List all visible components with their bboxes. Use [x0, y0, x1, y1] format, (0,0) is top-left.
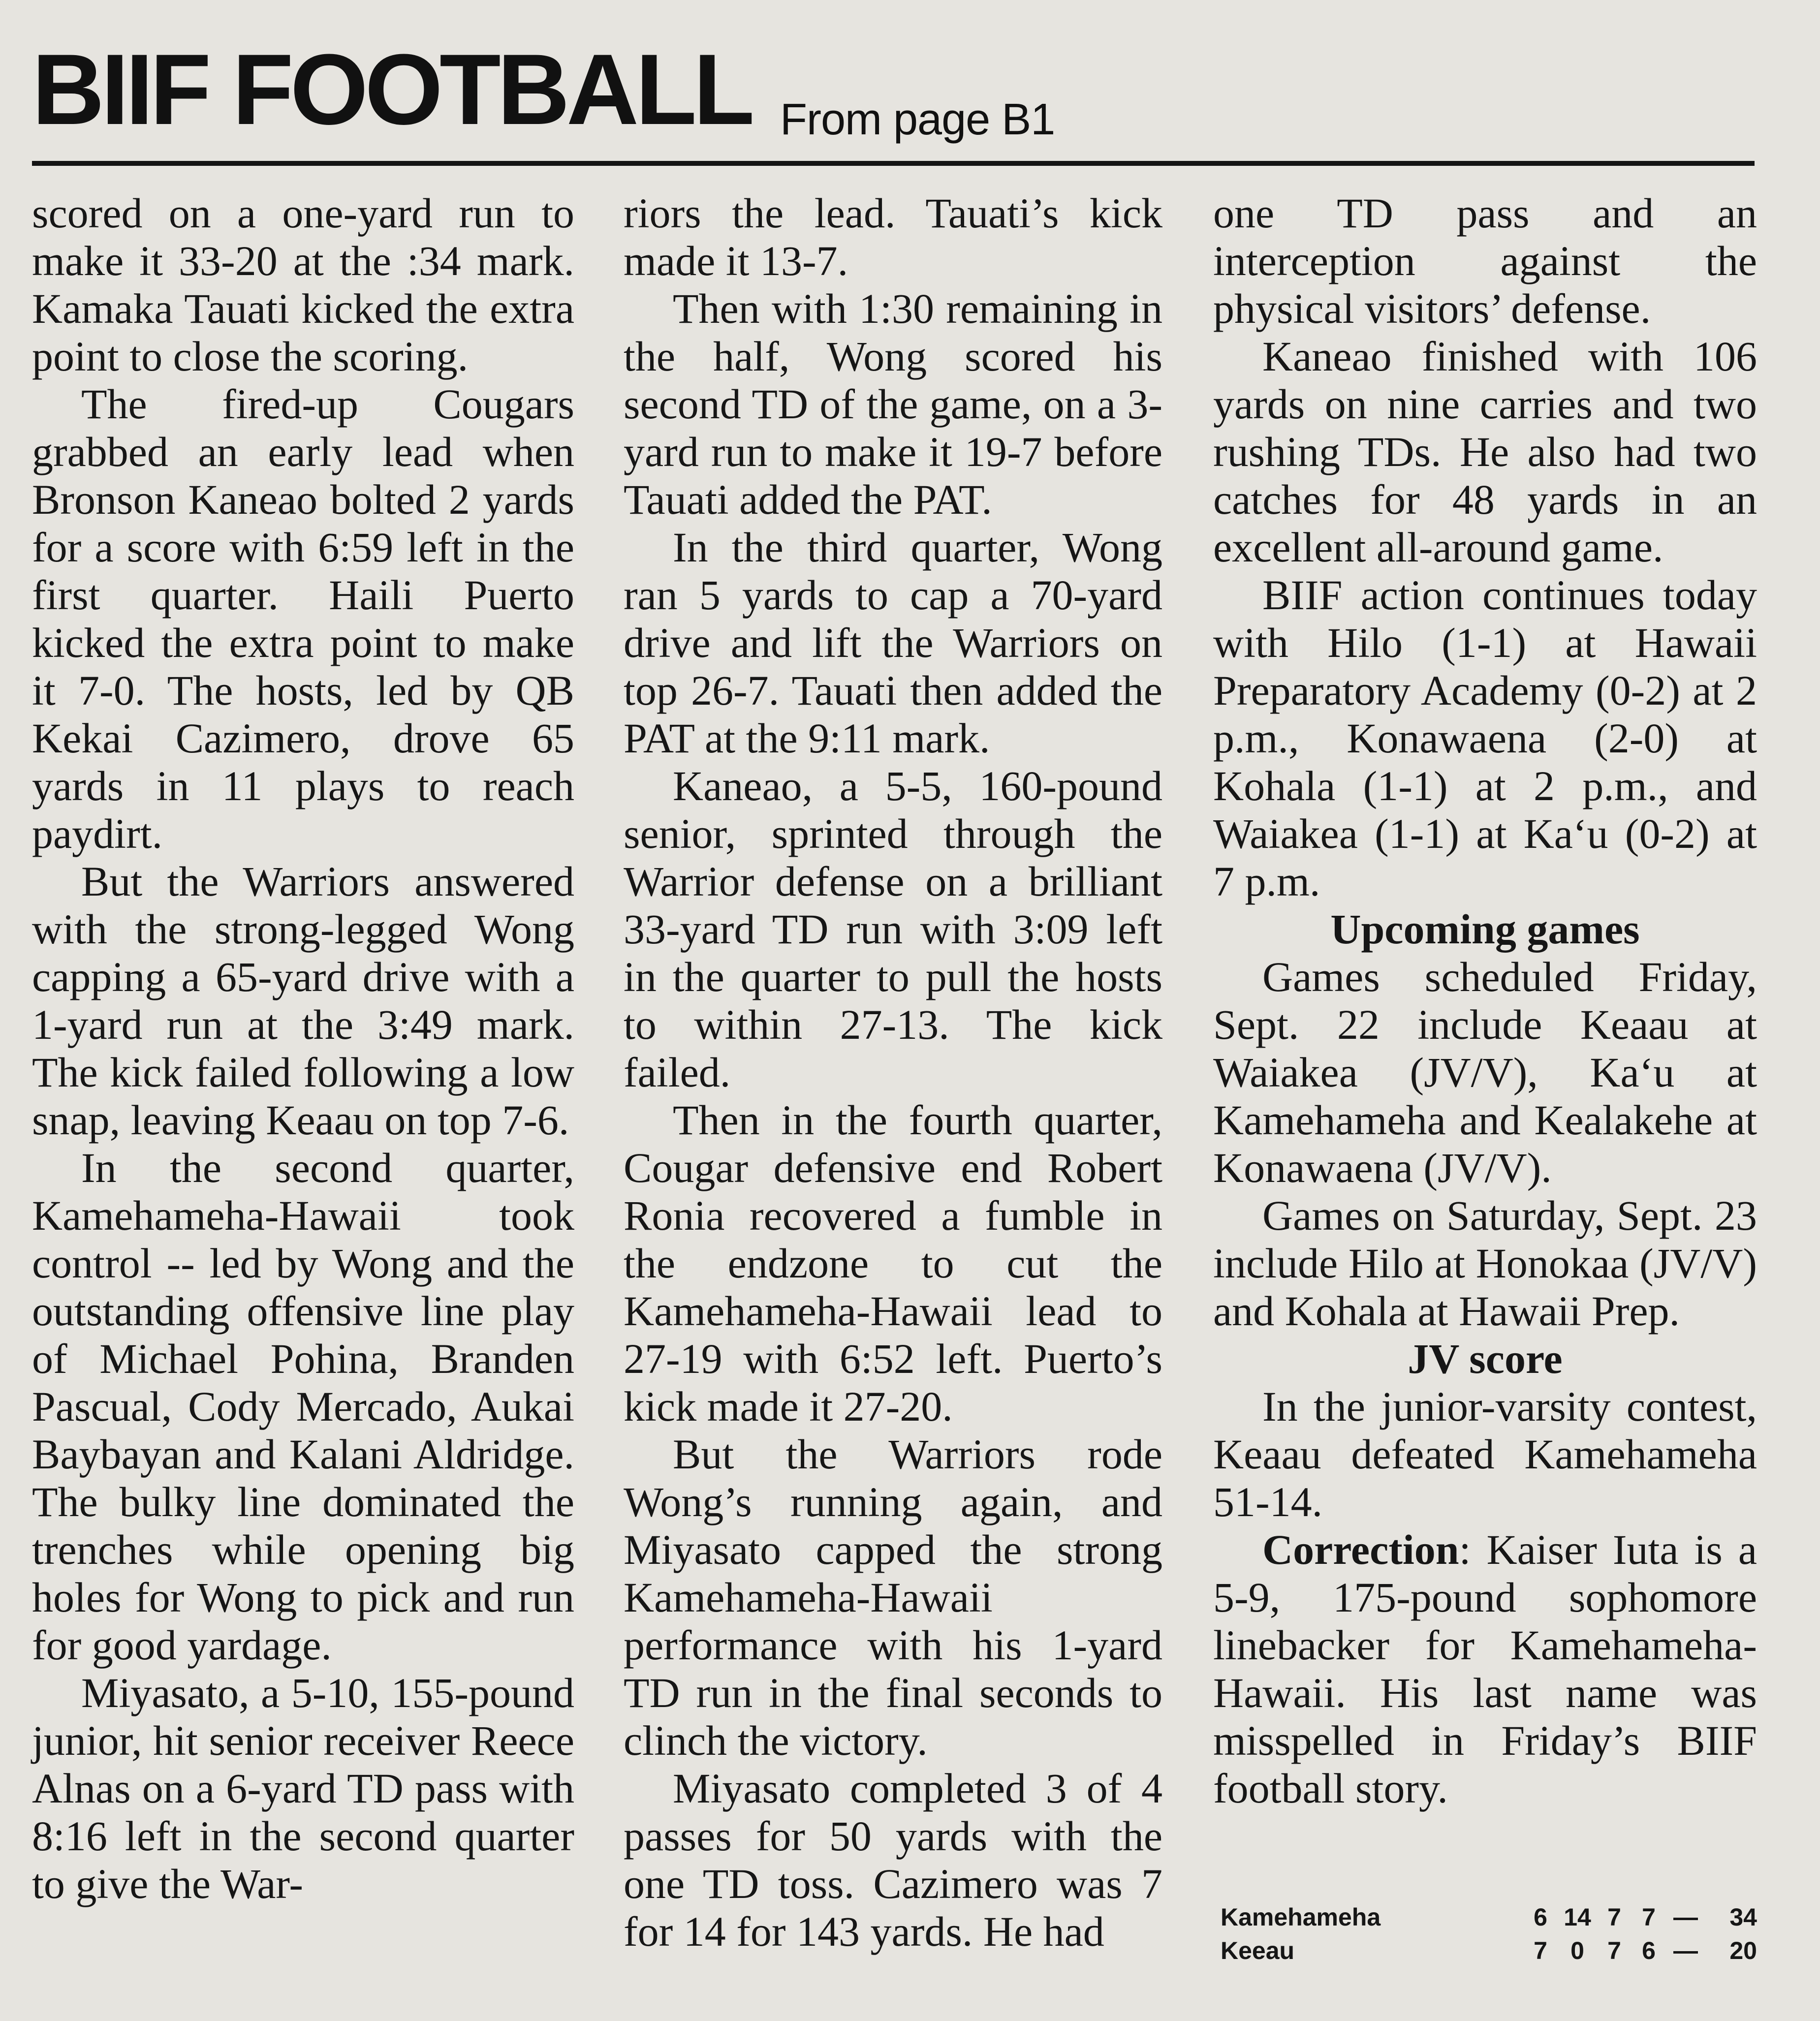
box-score: [1221, 1900, 1757, 1967]
paragraph: Games on Saturday, Sept. 23 include Hilo at Honokaa (JV/V) and Kohala at Hawaii Prep.: [1213, 1192, 1757, 1335]
jump-line: From page B1: [780, 95, 1055, 144]
quarter-score: 7: [1607, 1937, 1621, 1964]
column-2: [624, 189, 1162, 1956]
quarter-score: 6: [1534, 1903, 1547, 1931]
paragraph: scored on a one-yard run to make it 33-20 at the :34 mark. Kamaka Tauati kicked the extra point to close the scoring.: [32, 189, 574, 380]
quarter-score: 0: [1570, 1937, 1584, 1964]
quarter-score: 7: [1642, 1903, 1656, 1931]
correction-label: Correction: [1262, 1526, 1459, 1573]
section-heading-jv: JV score: [1408, 1335, 1563, 1382]
paragraph: In the third quarter, Wong ran 5 yards to cap a 70-yard drive and lift the Warriors on top 26-7. Tauati then added the PAT at the 9:11 mark.: [624, 524, 1162, 762]
quarter-score: 7: [1607, 1903, 1621, 1931]
final-score: 20: [1729, 1937, 1757, 1964]
box-score-row: [1221, 1900, 1757, 1934]
score-dash: —: [1673, 1903, 1698, 1931]
paragraph: Kaneao finished with 106 yards on nine carries and two rushing TDs. He also had two catches for 48 yards in an excellent all-around game.: [1213, 333, 1757, 571]
header-rule: [32, 161, 1755, 166]
paragraph: riors the lead. Tauati’s kick made it 13-7.: [624, 189, 1162, 284]
paragraph: Then in the fourth quarter, Cougar defensive end Robert Ronia recovered a fumble in the endzone to cut the Kamehameha-Hawaii lead to 27-19 with 6:52 left. Puerto’s kick made it 27-20.: [624, 1096, 1162, 1430]
paragraph: In the second quarter, Kamehameha-Hawaii took control -- led by Wong and the outstanding offensive line play of Michael Pohina, Branden Pascual, Cody Mercado, Aukai Baybayan and Kalani Aldridge. The bulky line dominated the trenches while opening big holes for Wong to pick and run for good yardage.: [32, 1144, 574, 1669]
paragraph: But the Warriors rode Wong’s running again, and Miyasato capped the strong Kamehameha-Hawaii performance with his 1-yard TD run in the final seconds to clinch the victory.: [624, 1430, 1162, 1764]
section-heading-upcoming: Upcoming games: [1330, 905, 1640, 953]
paragraph: Kaneao, a 5-5, 160-pound senior, sprinted through the Warrior defense on a brilliant 33-yard TD run with 3:09 left in the quarter to pull the hosts to within 27-13. The kick failed.: [624, 762, 1162, 1096]
headline: BIIF FOOTBALL: [32, 33, 752, 146]
paragraph: In the junior-varsity contest, Keaau defeated Kamehameha 51-14.: [1213, 1383, 1757, 1525]
paragraph: one TD pass and an interception against the physical visitors’ defense.: [1213, 189, 1757, 332]
paragraph: Miyasato, a 5-10, 155-pound junior, hit senior receiver Reece Alnas on a 6-yard TD pass with 8:16 left in the second quarter to give the War-: [32, 1669, 574, 1907]
paragraph: Games scheduled Friday, Sept. 22 include Keaau at Waiakea (JV/V), Ka‘u at Kamehameha and Kealakehe at Konawaena (JV/V).: [1213, 953, 1757, 1191]
column-3: [1213, 189, 1757, 1812]
article-header: [32, 20, 1755, 146]
team-name: Keeau: [1221, 1937, 1295, 1964]
paragraph: But the Warriors answered with the strong-legged Wong capping a 65-yard drive with a 1-yard run at the 3:49 mark. The kick failed following a low snap, leaving Keaau on top 7-6.: [32, 858, 574, 1144]
paragraph: BIIF action continues today with Hilo (1-1) at Hawaii Preparatory Academy (0-2) at 2 p.m., Konawaena (2-0) at Kohala (1-1) at 2 p.m., and Waiakea (1-1) at Ka‘u (0-2) at 7 p.m.: [1213, 571, 1757, 905]
quarter-score: 7: [1534, 1937, 1547, 1964]
paragraph: Miyasato completed 3 of 4 passes for 50 yards with the one TD toss. Cazimero was 7 for 14 for 143 yards. He had: [624, 1765, 1162, 1955]
box-score-row: [1221, 1934, 1757, 1967]
quarter-score: 14: [1564, 1903, 1591, 1931]
score-dash: —: [1673, 1937, 1698, 1964]
team-name: Kamehameha: [1221, 1903, 1381, 1931]
column-1: [32, 189, 574, 1908]
correction-paragraph: [1213, 1526, 1757, 1812]
final-score: 34: [1729, 1903, 1757, 1931]
correction-text: : Kaiser Iuta is a 5-9, 175-pound sophomore linebacker for Kamehameha-Hawaii. His last name was misspelled in Friday’s BIIF football story.: [1213, 1526, 1757, 1812]
quarter-score: 6: [1642, 1937, 1656, 1964]
paragraph: Then with 1:30 remaining in the half, Wong scored his second TD of the game, on a 3-yard run to make it 19-7 before Tauati added the PAT.: [624, 285, 1162, 523]
paragraph: The fired-up Cougars grabbed an early lead when Bronson Kaneao bolted 2 yards for a score with 6:59 left in the first quarter. Haili Puerto kicked the extra point to make it 7-0. The hosts, led by QB Kekai Cazimero, drove 65 yards in 11 plays to reach paydirt.: [32, 380, 574, 857]
